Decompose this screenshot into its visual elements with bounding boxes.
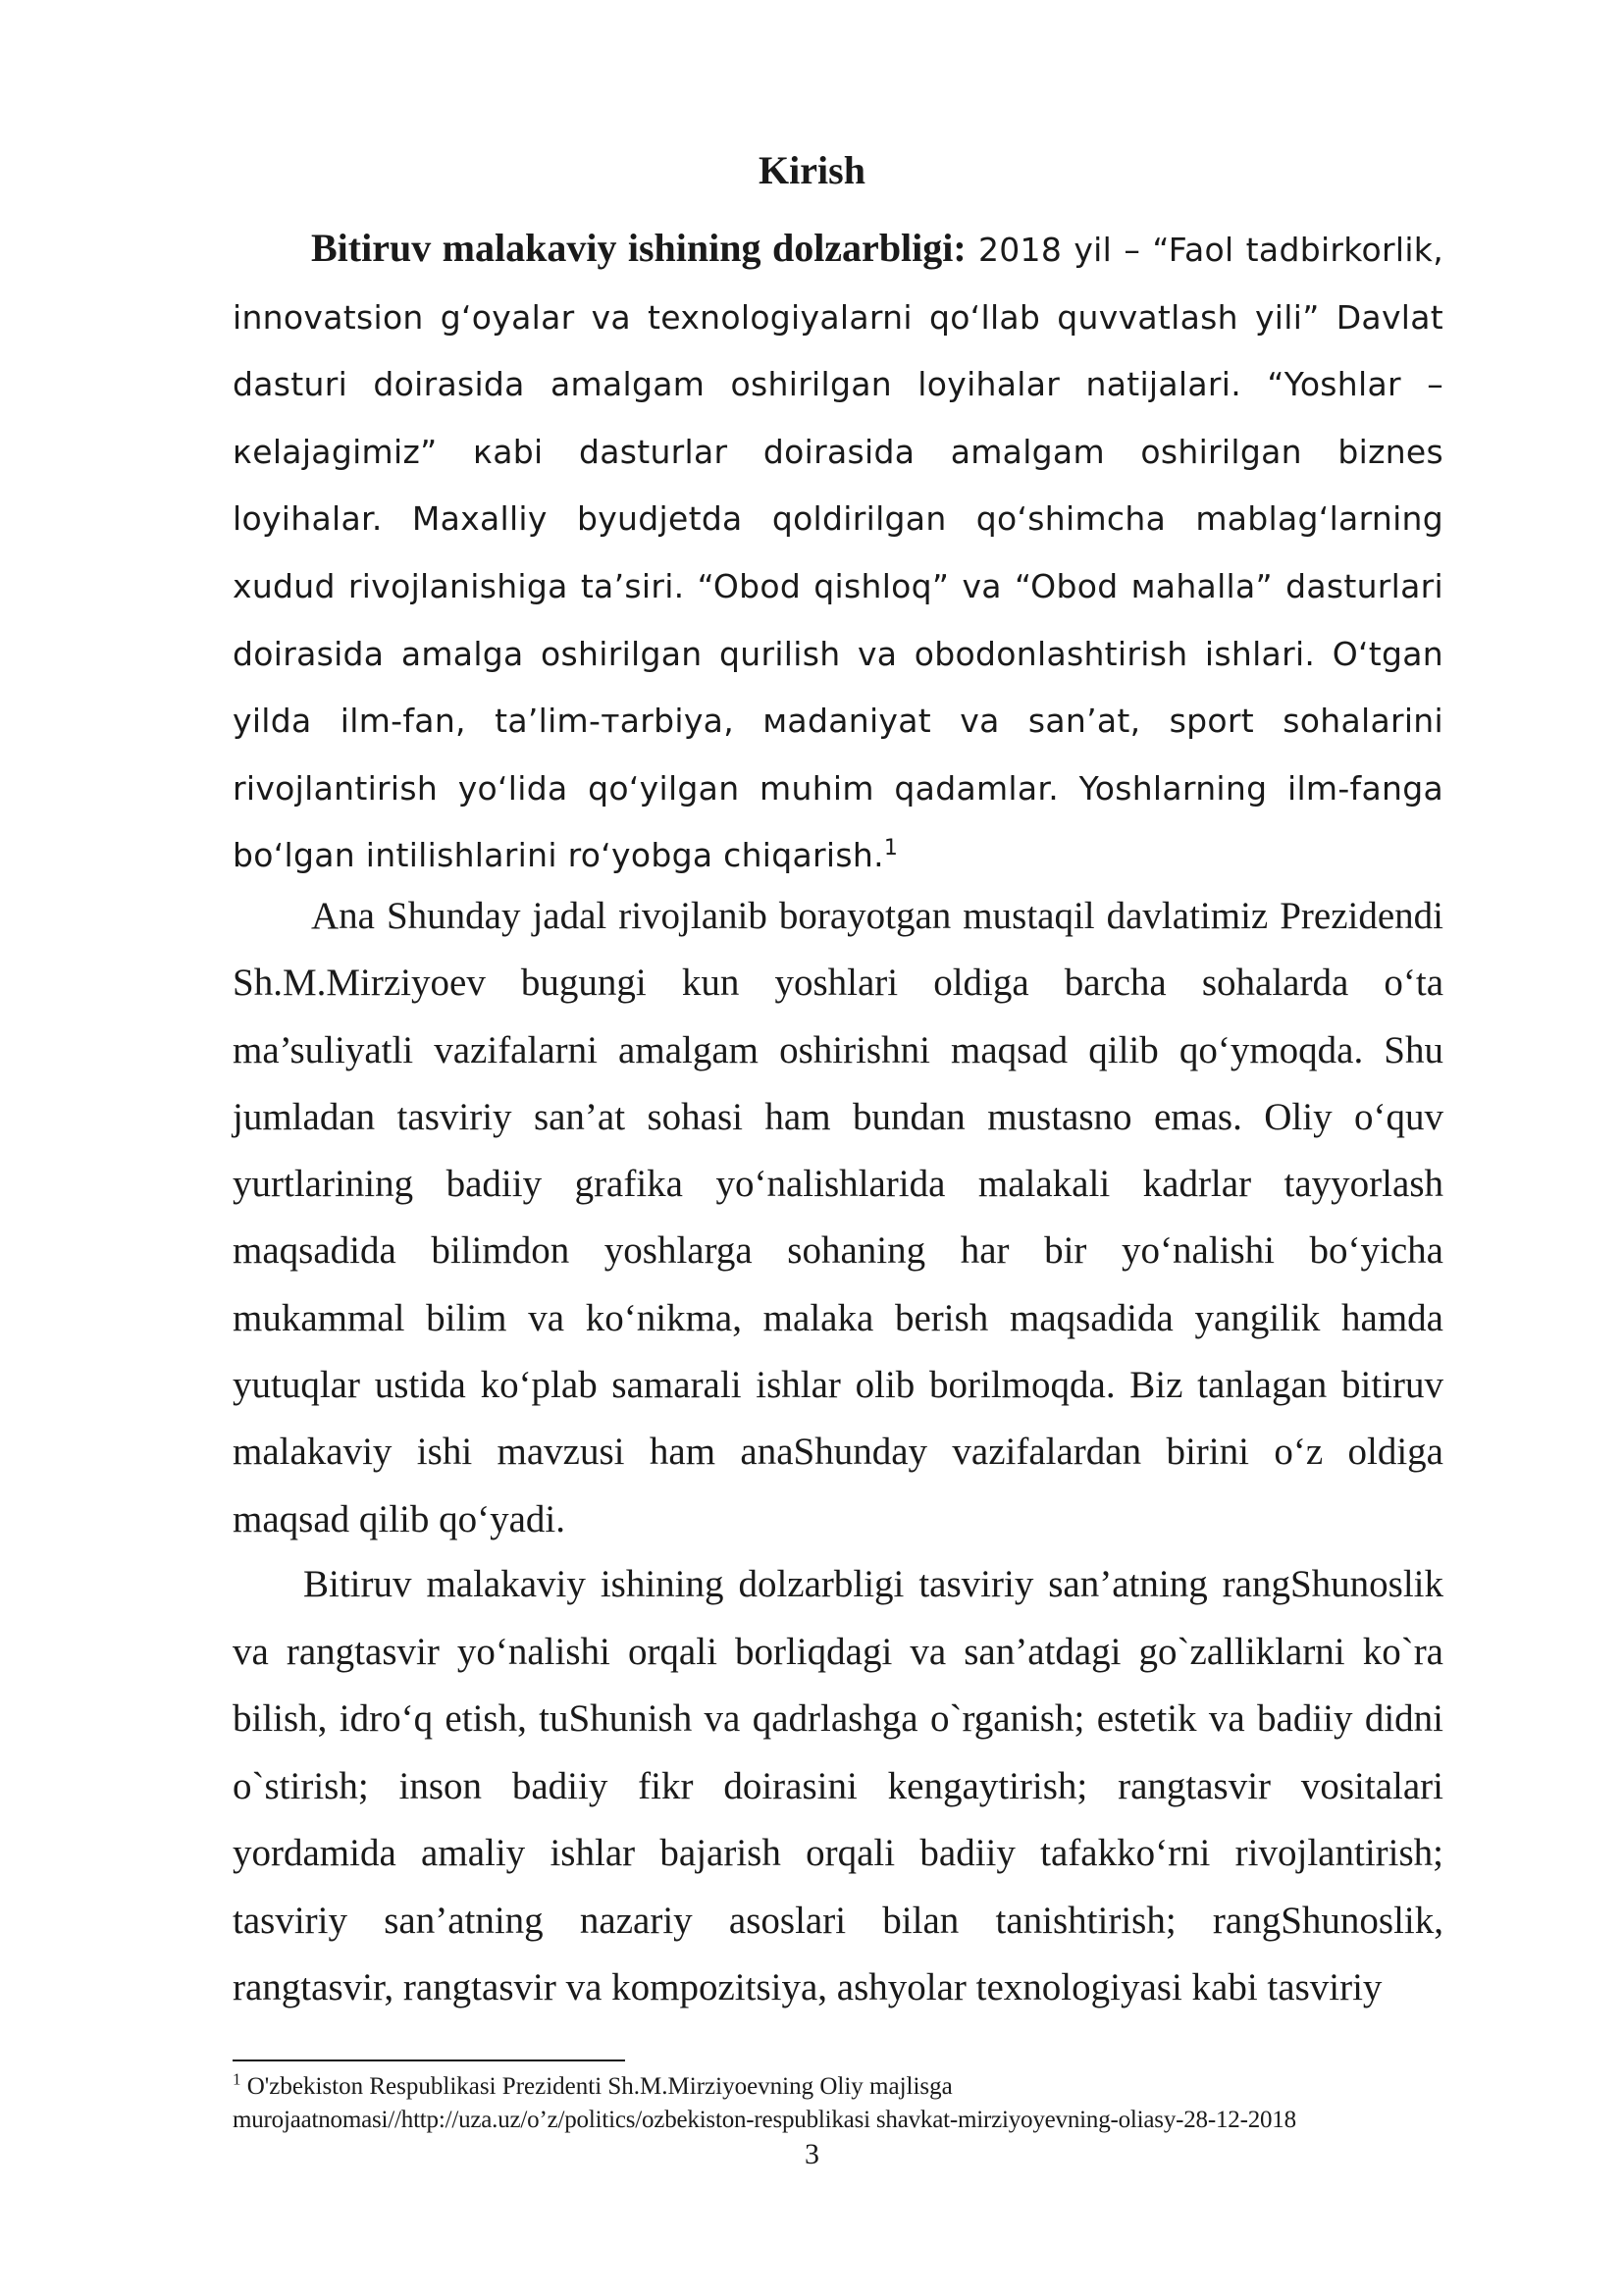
footnote-text-line1: O'zbekiston Respublikasi Prezidenti Sh.M.Mirziyoevning Oliy majlisga	[240, 2073, 953, 2100]
footnote-mark: 1	[233, 2069, 241, 2089]
paragraph-text: Ana Shunday jadal rivojlanib borayotgan mustaqil davlatimiz Prezidendi Sh.M.Mirziyoev bugungi kun yoshlari oldiga barcha sohalarda o‘ta ma’suliyatli vazifalarni amalgam oshirishni maqsad qilib qo‘ymoqda. Shu jumladan tasviriy san’at sohasi ham bundan mustasno emas. Oliy o‘quv yurtlarining badiiy grafika yo‘nalishlarida malakali kadrlar tayyorlash maqsadida bilimdon yoshlarga sohaning har bir yo‘nalishi bo‘yicha mukammal bilim va ko‘nikma, malaka berish maqsadida yangilik hamda yutuqlar ustida ko‘plab samarali ishlar olib borilmoqda. Biz tanlagan bitiruv malakaviy ishi mavzusi ham anaShunday vazifalardan birini o‘z oldiga maqsad qilib qo‘yadi.	[233, 895, 1443, 1540]
paragraph-text: Bitiruv malakaviy ishining dolzarbligi tasviriy san’atning rangShunoslik va rangtasvir yo‘nalishi orqali borliqdagi va san’atdagi go`zalliklarni ko`ra bilish, idro‘q etish, tuShunish va qadrlashga o`rganish; estetik va badiiy didni o`stirish; inson badiiy fikr doirasini kengaytirish; rangtasvir vositalari yordamida amaliy ishlar bajarish orqali badiiy tafakko‘rni rivojlantirish; tasviriy san’atning nazariy asoslari bilan tanishtirish; rangShunoslik, rangtasvir, rangtasvir va kompozitsiya, ashyolar texnologiyasi kabi tasviriy	[233, 1563, 1443, 2008]
footnote-separator	[233, 2059, 625, 2061]
page-number: 3	[805, 2138, 819, 2170]
paragraph-president	[233, 883, 1443, 1553]
section-title: Kirish	[759, 148, 865, 192]
footnote	[233, 2070, 1443, 2137]
paragraph-thesis-relevance	[233, 1551, 1443, 2022]
paragraph-lead: Bitiruv malakaviy ishining dolzarbligi:	[311, 226, 967, 270]
footnote-link[interactable]: murojaatnomasi//http://uza.uz/o’z/politics/ozbekiston-respublikasi shavkat-mirziyoyevning-oliasy-28-12-2018	[233, 2107, 1296, 2133]
paragraph-relevance	[233, 215, 1443, 890]
paragraph-text: 2018 yil – “Faol tadbirkorlik, innovatsion g‘oyalar va texnologiyalarni qo‘llab quvvatlash yili” Davlat dasturi doirasida amalgam oshirilgan loyihalar natijalari. “Yoshlar – кelajagimiz” кabi dasturlar doirasida amalgam oshirilgan biznes loyihalar. Maxalliy byudjetda qoldirilgan qo‘shimcha mablag‘larning xudud rivojlanishiga ta’siri. “Obod qishloq” va “Obod мahalla” dasturlari doirasida amalga oshirilgan qurilish va obodonlashtirish ishlari. O‘tgan yilda ilm-fan, ta’lim-тarbiya, мadaniyat va san’at, sport sohalarini rivojlantirish yo‘lida qo‘yilgan muhim qadamlar. Yoshlarning ilm-fanga bo‘lgan intilishlarini ro‘yobga chiqarish.	[233, 231, 1444, 875]
footnote-reference[interactable]: 1	[883, 836, 899, 861]
